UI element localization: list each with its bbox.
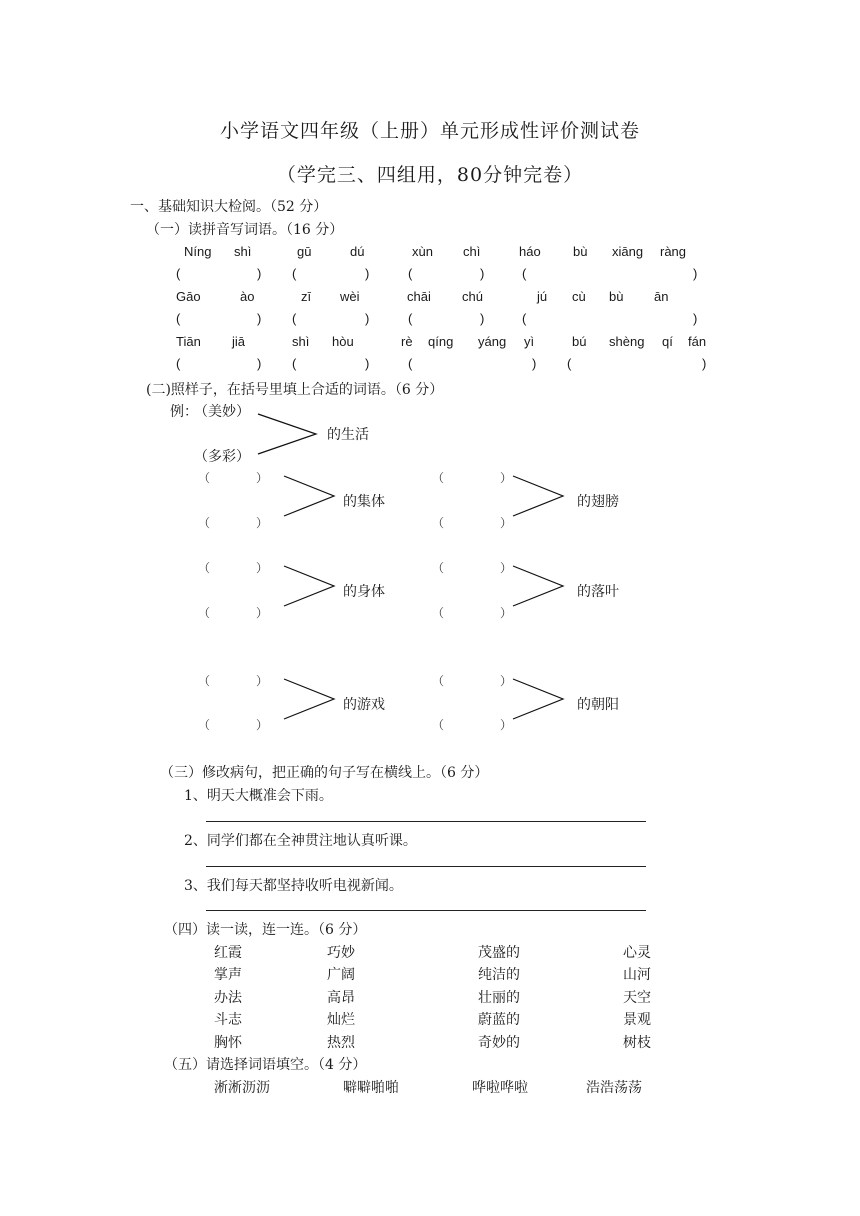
answer-paren-close: ) bbox=[693, 266, 698, 281]
pinyin: chāi bbox=[407, 289, 431, 304]
pinyin: hòu bbox=[332, 334, 354, 349]
pinyin: gū bbox=[297, 244, 312, 259]
paren-close: ） bbox=[256, 674, 269, 688]
answer-paren-close: ) bbox=[257, 311, 262, 326]
answer-paren-close: ) bbox=[365, 356, 370, 371]
pinyin: ào bbox=[240, 289, 255, 304]
pinyin: ràng bbox=[660, 244, 687, 259]
paren-open: （ bbox=[198, 516, 211, 530]
paren-close: ） bbox=[256, 561, 269, 575]
match-word-col2: 灿烂 bbox=[327, 1012, 355, 1028]
pinyin: bú bbox=[572, 334, 587, 349]
paren-open: （ bbox=[198, 606, 211, 620]
pinyin: ān bbox=[654, 289, 669, 304]
paren-close: ） bbox=[500, 561, 513, 575]
bracket bbox=[284, 677, 336, 721]
pinyin: háo bbox=[519, 244, 541, 259]
choice-word: 哗啦哗啦 bbox=[472, 1080, 528, 1096]
sentence-item: 2、同学们都在全神贯注地认真听课。 bbox=[184, 833, 417, 849]
bracket bbox=[513, 677, 565, 721]
paren-open: （ bbox=[432, 561, 445, 575]
match-word-col3: 茂盛的 bbox=[478, 945, 520, 961]
example-word-top: （美妙） bbox=[194, 404, 250, 420]
paren-open: （ bbox=[432, 516, 445, 530]
page-subtitle: （学完三、四组用，80分钟完卷） bbox=[276, 164, 584, 186]
bracket bbox=[513, 564, 565, 608]
match-word-col1: 胸怀 bbox=[214, 1035, 242, 1051]
match-word-col4: 山河 bbox=[623, 967, 651, 983]
match-word-col4: 景观 bbox=[623, 1012, 651, 1028]
paren-close: ） bbox=[500, 606, 513, 620]
answer-paren-open: ( bbox=[522, 311, 527, 326]
answer-paren-close: ) bbox=[702, 356, 707, 371]
answer-paren-open: ( bbox=[176, 311, 181, 326]
answer-paren-close: ) bbox=[257, 356, 262, 371]
match-word-col2: 热烈 bbox=[327, 1035, 355, 1051]
match-word-col1: 办法 bbox=[214, 990, 242, 1006]
match-word-col3: 蔚蓝的 bbox=[478, 1012, 520, 1028]
paren-close: ） bbox=[500, 718, 513, 732]
paren-open: （ bbox=[198, 674, 211, 688]
pinyin: yáng bbox=[478, 334, 507, 349]
section3-heading: （三）修改病句，把正确的句子写在横线上。（6 分） bbox=[160, 765, 489, 781]
answer-line[interactable] bbox=[206, 910, 646, 911]
sentence-item: 3、我们每天都坚持收听电视新闻。 bbox=[184, 878, 403, 894]
paren-close: ） bbox=[256, 471, 269, 485]
pinyin: yì bbox=[524, 334, 535, 349]
match-word-col2: 巧妙 bbox=[327, 945, 355, 961]
match-word-col3: 壮丽的 bbox=[478, 990, 520, 1006]
pinyin: Gāo bbox=[176, 289, 201, 304]
match-word-col3: 奇妙的 bbox=[478, 1035, 520, 1051]
choice-word: 浩浩荡荡 bbox=[586, 1080, 642, 1096]
pinyin: bù bbox=[573, 244, 588, 259]
match-word-col4: 心灵 bbox=[623, 945, 651, 961]
answer-paren-open: ( bbox=[176, 266, 181, 281]
target-phrase: 的身体 bbox=[343, 584, 385, 600]
paren-close: ） bbox=[256, 718, 269, 732]
paren-open: （ bbox=[432, 674, 445, 688]
example-target: 的生活 bbox=[327, 427, 369, 443]
section4-heading: （四）读一读，连一连。（6 分） bbox=[164, 922, 367, 938]
pinyin: Tiān bbox=[176, 334, 201, 349]
sentence-item: 1、明天大概准会下雨。 bbox=[184, 788, 333, 804]
answer-paren-open: ( bbox=[408, 311, 413, 326]
answer-paren-open: ( bbox=[176, 356, 181, 371]
paren-open: （ bbox=[432, 718, 445, 732]
answer-paren-close: ) bbox=[480, 266, 485, 281]
match-word-col3: 纯洁的 bbox=[478, 967, 520, 983]
pinyin: shì bbox=[292, 334, 310, 349]
answer-paren-open: ( bbox=[408, 266, 413, 281]
match-word-col1: 斗志 bbox=[214, 1012, 242, 1028]
paren-open: （ bbox=[198, 718, 211, 732]
match-word-col1: 掌声 bbox=[214, 967, 242, 983]
part1-heading: 一、基础知识大检阅。（52 分） bbox=[130, 199, 328, 215]
pinyin: bù bbox=[609, 289, 624, 304]
paren-close: ） bbox=[256, 516, 269, 530]
pinyin: fán bbox=[688, 334, 707, 349]
bracket bbox=[284, 564, 336, 608]
pinyin: zī bbox=[301, 289, 312, 304]
answer-paren-close: ) bbox=[365, 266, 370, 281]
answer-paren-close: ) bbox=[257, 266, 262, 281]
answer-paren-open: ( bbox=[292, 311, 297, 326]
choice-word: 淅淅沥沥 bbox=[214, 1080, 270, 1096]
match-word-col2: 广阔 bbox=[327, 967, 355, 983]
paren-open: （ bbox=[198, 471, 211, 485]
section5-heading: （五）请选择词语填空。（4 分） bbox=[164, 1057, 367, 1073]
pinyin: cù bbox=[572, 289, 586, 304]
answer-paren-close: ) bbox=[365, 311, 370, 326]
pinyin: qíng bbox=[428, 334, 454, 349]
match-word-col4: 树枝 bbox=[623, 1035, 651, 1051]
pinyin: xùn bbox=[412, 244, 433, 259]
paren-open: （ bbox=[432, 471, 445, 485]
answer-paren-open: ( bbox=[292, 356, 297, 371]
answer-line[interactable] bbox=[206, 821, 646, 822]
match-word-col2: 高昂 bbox=[327, 990, 355, 1006]
answer-paren-open: ( bbox=[408, 356, 413, 371]
pinyin: shèng bbox=[609, 334, 645, 349]
answer-paren-close: ) bbox=[480, 311, 485, 326]
pinyin: Níng bbox=[184, 244, 212, 259]
match-word-col4: 天空 bbox=[623, 990, 651, 1006]
answer-paren-open: ( bbox=[567, 356, 572, 371]
example-bracket bbox=[258, 412, 318, 456]
pinyin: jú bbox=[537, 289, 548, 304]
example-label: 例： bbox=[170, 404, 198, 420]
target-phrase: 的翅膀 bbox=[577, 494, 619, 510]
answer-line[interactable] bbox=[206, 866, 646, 867]
paren-open: （ bbox=[432, 606, 445, 620]
target-phrase: 的落叶 bbox=[577, 584, 619, 600]
answer-paren-close: ) bbox=[693, 311, 698, 326]
paren-close: ） bbox=[500, 674, 513, 688]
target-phrase: 的游戏 bbox=[343, 697, 385, 713]
answer-paren-open: ( bbox=[292, 266, 297, 281]
pinyin: dú bbox=[350, 244, 365, 259]
pinyin: qí bbox=[662, 334, 673, 349]
pinyin: chì bbox=[463, 244, 481, 259]
section2-heading: (二)照样子，在括号里填上合适的词语。（6 分） bbox=[146, 382, 444, 398]
choice-word: 噼噼啪啪 bbox=[343, 1080, 399, 1096]
paren-close: ） bbox=[500, 516, 513, 530]
bracket bbox=[513, 474, 565, 518]
section1-heading: （一）读拼音写词语。（16 分） bbox=[146, 222, 344, 238]
pinyin: rè bbox=[401, 334, 413, 349]
pinyin: chú bbox=[462, 289, 483, 304]
pinyin: xiāng bbox=[612, 244, 644, 259]
target-phrase: 的朝阳 bbox=[577, 697, 619, 713]
pinyin: jiā bbox=[232, 334, 246, 349]
example-word-bottom: （多彩） bbox=[194, 449, 250, 465]
target-phrase: 的集体 bbox=[343, 494, 385, 510]
paren-close: ） bbox=[256, 606, 269, 620]
match-word-col1: 红霞 bbox=[214, 945, 242, 961]
paren-close: ） bbox=[500, 471, 513, 485]
paren-open: （ bbox=[198, 561, 211, 575]
pinyin: wèi bbox=[340, 289, 360, 304]
pinyin: shì bbox=[234, 244, 252, 259]
answer-paren-close: ) bbox=[532, 356, 537, 371]
page-title: 小学语文四年级（上册）单元形成性评价测试卷 bbox=[219, 120, 640, 142]
answer-paren-open: ( bbox=[522, 266, 527, 281]
bracket bbox=[284, 474, 336, 518]
